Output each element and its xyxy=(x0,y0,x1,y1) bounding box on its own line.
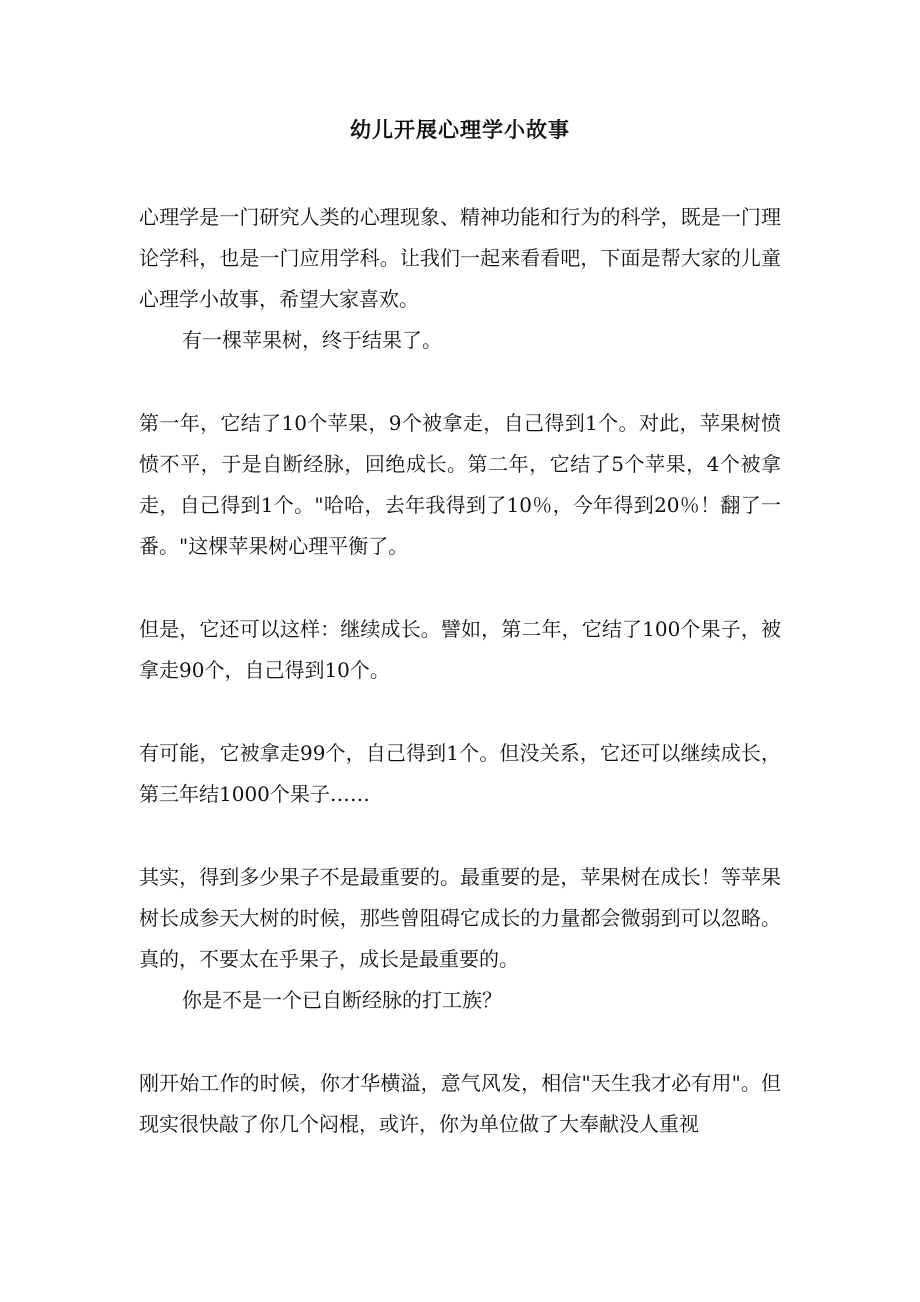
question-paragraph: 你是不是一个已自断经脉的打工族？ xyxy=(182,988,502,1012)
document-body xyxy=(139,197,781,1145)
story-opening-paragraph: 有一棵苹果树，终于结果了。 xyxy=(182,328,442,352)
possibility-paragraph: 有可能，它被拿走99个，自己得到1个。但没关系，它还可以继续成长，第三年结1000个果子…… xyxy=(139,741,781,806)
keep-growing-paragraph: 但是，它还可以这样：继续成长。譬如，第二年，它结了100个果子，被拿走90个，自己得到10个。 xyxy=(139,617,781,682)
first-year-paragraph: 第一年，它结了10个苹果，9个被拿走，自己得到1个。对此，苹果树愤愤不平，于是自断经脉，回绝成长。第二年，它结了5个苹果，4个被拿走，自己得到1个。"哈哈，去年我得到了10％，今年得到20％！翻了一番。"这棵苹果树心理平衡了。 xyxy=(139,411,781,558)
work-paragraph: 刚开始工作的时候，你才华横溢，意气风发，相信"天生我才必有用"。但现实很快敲了你几个闷棍，或许，你为单位做了大奉献没人重视 xyxy=(139,1071,781,1136)
intro-paragraph: 心理学是一门研究人类的心理现象、精神功能和行为的科学，既是一门理论学科，也是一门应用学科。让我们一起来看看吧，下面是帮大家的儿童心理学小故事，希望大家喜欢。 xyxy=(139,205,781,311)
document-title: 幼儿开展心理学小故事 xyxy=(350,117,570,142)
conclusion-paragraph: 其实，得到多少果子不是最重要的。最重要的是，苹果树在成长！等苹果树长成参天大树的时候，那些曾阻碍它成长的力量都会微弱到可以忽略。真的，不要太在乎果子，成长是最重要的。 xyxy=(139,865,781,971)
